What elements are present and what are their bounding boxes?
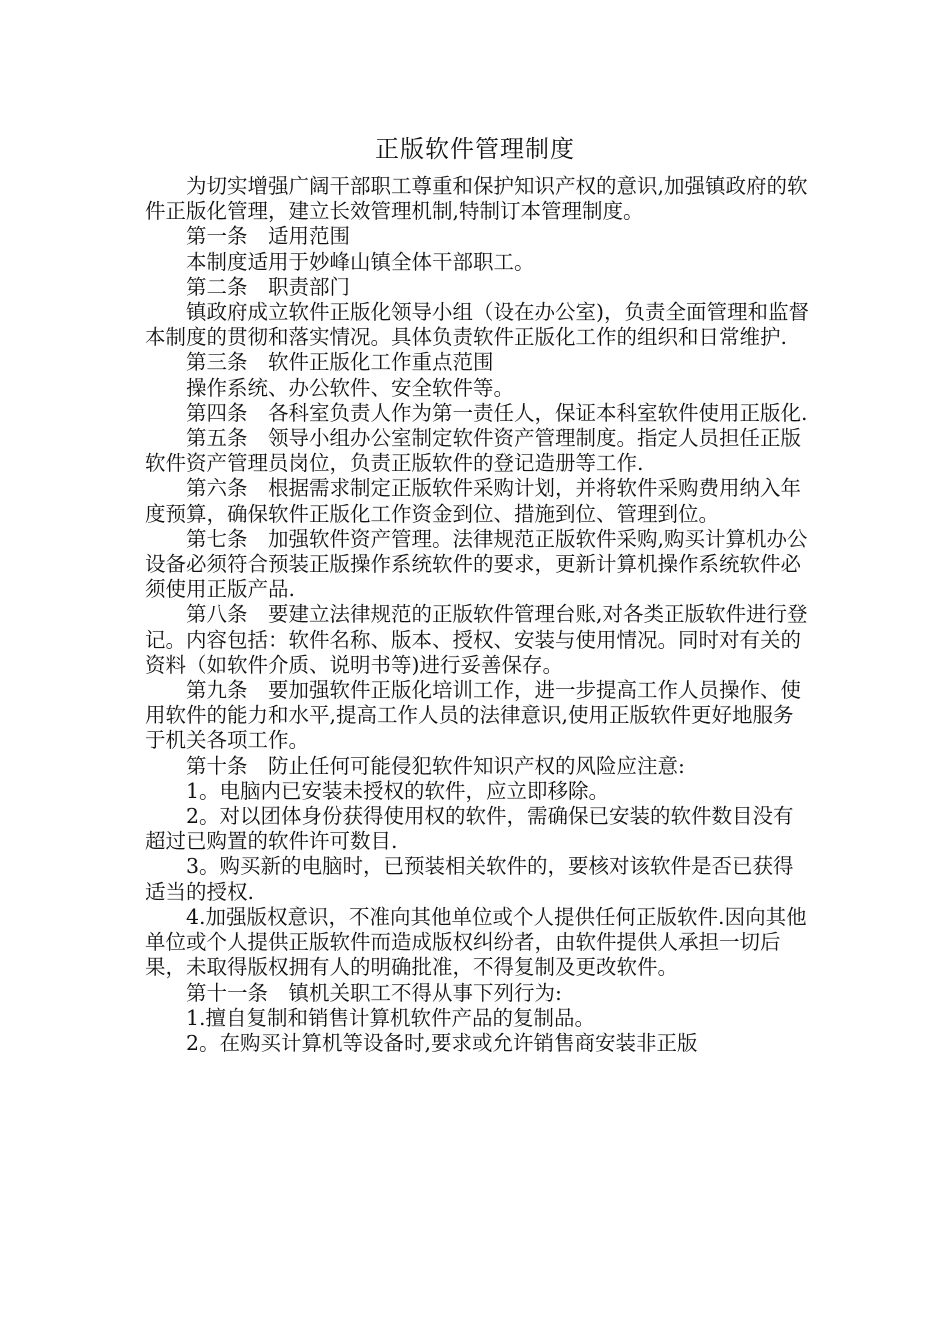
- article-10-heading: 第十条 防止任何可能侵犯软件知识产权的风险应注意:: [186, 753, 685, 778]
- article-8: 第八条 要建立法律规范的正版软件管理台账,对各类正版软件进行登记。内容包括：软件名称、版本、授权、安装与使用情况。同时对有关的资料（如软件介质、说明书等)进行妥善保存。: [145, 602, 808, 677]
- article-9: 第九条 要加强软件正版化培训工作，进一步提高工作人员操作、使用软件的能力和水平,提高工作人员的法律意识,使用正版软件更好地服务于机关各项工作。: [145, 678, 801, 753]
- article-7: 第七条 加强软件资产管理。法律规范正版软件采购,购买计算机办公设备必须符合预装正版操作系统软件的要求，更新计算机操作系统软件必须使用正版产品.: [145, 526, 808, 602]
- article-5: 第五条 领导小组办公室制定软件资产管理制度。指定人员担任正版软件资产管理员岗位，负责正版软件的登记造册等工作.: [145, 426, 801, 476]
- article-10-item-3: 3。购买新的电脑时，已预装相关软件的，要核对该软件是否已获得适当的授权.: [145, 854, 794, 904]
- article-11-item-1: 1.擅自复制和销售计算机软件产品的复制品。: [186, 1005, 596, 1030]
- document-body: [145, 174, 810, 1056]
- article-3-body: 操作系统、办公软件、安全软件等。: [186, 375, 514, 400]
- article-2-heading: 第二条 职责部门: [186, 274, 350, 299]
- document-title: 正版软件管理制度: [375, 135, 575, 163]
- article-1-heading: 第一条 适用范围: [186, 224, 350, 249]
- article-11-item-2: 2。在购买计算机等设备时,要求或允许销售商安装非正版: [186, 1030, 698, 1055]
- article-10-item-1: 1。电脑内已安装未授权的软件，应立即移除。: [186, 778, 610, 803]
- article-2-body: 镇政府成立软件正版化领导小组（设在办公室)，负责全面管理和监督本制度的贯彻和落实情况。具体负责软件正版化工作的组织和日常维护.: [145, 300, 809, 350]
- article-11-heading: 第十一条 镇机关职工不得从事下列行为:: [186, 980, 562, 1005]
- article-10-item-4: 4.加强版权意识，不准向其他单位或个人提供任何正版软件.因向其他单位或个人提供正版软件而造成版权纠纷者，由软件提供人承担一切后果，未取得版权拥有人的明确批准，不得复制及更改软件。: [145, 904, 807, 980]
- article-1-body: 本制度适用于妙峰山镇全体干部职工。: [186, 249, 535, 274]
- article-4: 第四条 各科室负责人作为第一责任人，保证本科室软件使用正版化.: [186, 400, 808, 425]
- article-10-item-2: 2。对以团体身份获得使用权的软件，需确保已安装的软件数目没有超过已购置的软件许可数目.: [145, 804, 794, 854]
- article-6: 第六条 根据需求制定正版软件采购计划，并将软件采购费用纳入年度预算，确保软件正版化工作资金到位、措施到位、管理到位。: [145, 476, 801, 526]
- article-3-heading: 第三条 软件正版化工作重点范围: [186, 350, 494, 375]
- paragraph-intro: 为切实增强广阔干部职工尊重和保护知识产权的意识,加强镇政府的软件正版化管理，建立长效管理机制,特制订本管理制度。: [145, 174, 808, 224]
